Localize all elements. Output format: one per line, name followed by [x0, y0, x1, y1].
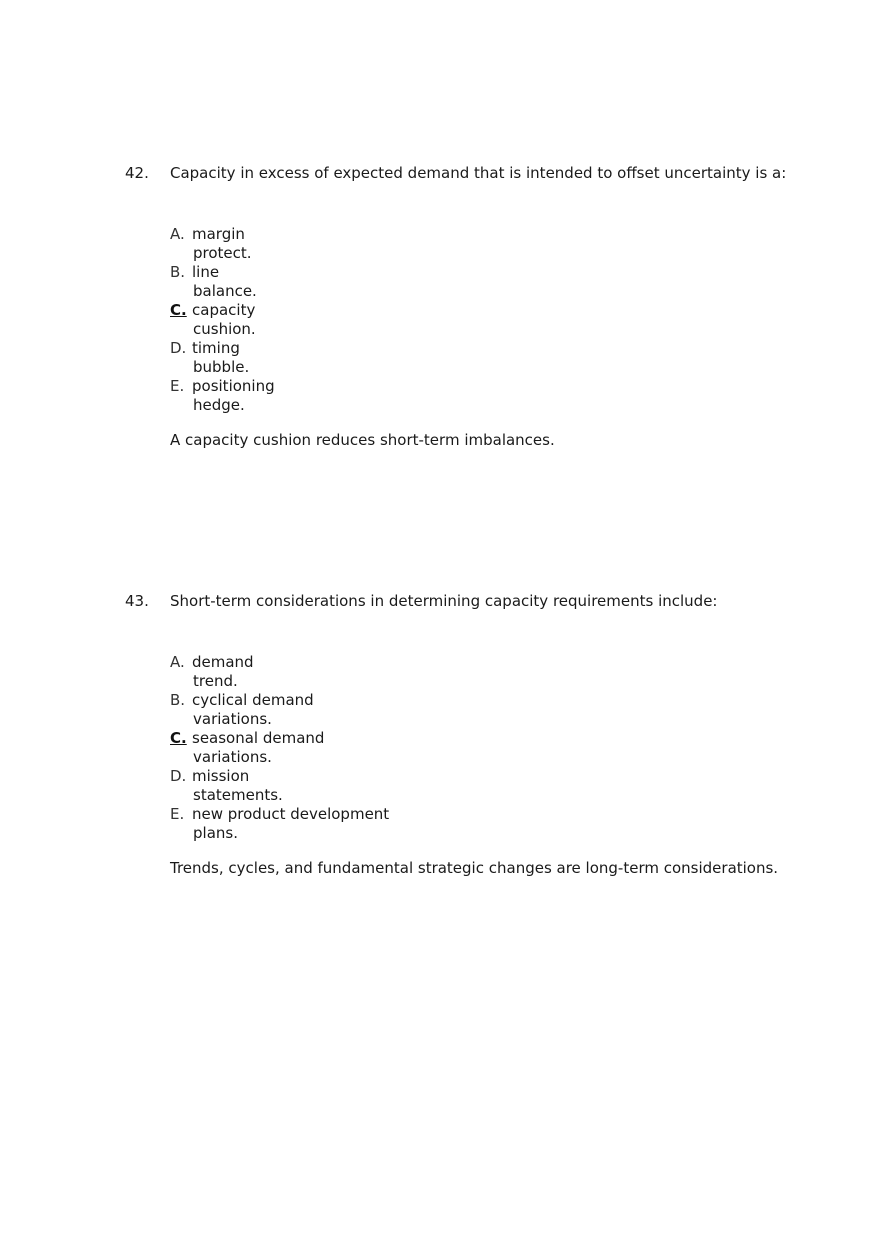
option-c-correct — [170, 301, 570, 339]
option-letter: D. — [170, 767, 187, 785]
answer-explanation: A capacity cushion reduces short-term imbalances. — [170, 431, 555, 449]
option-letter: D. — [170, 339, 187, 357]
question-text: Capacity in excess of expected demand that is intended to offset uncertainty is a: — [170, 164, 787, 182]
answer-explanation: Trends, cycles, and fundamental strategic changes are long-term considerations. — [170, 859, 779, 877]
option-text-line1: line — [192, 263, 220, 281]
option-text-line2: bubble. — [193, 358, 250, 376]
option-text-line2: hedge. — [193, 396, 245, 414]
option-text-line1: seasonal demand — [192, 729, 325, 747]
option-text-line1: positioning — [192, 377, 275, 395]
option-letter: B. — [170, 691, 186, 709]
option-text-line1: cyclical demand — [192, 691, 314, 709]
option-letter: A. — [170, 225, 185, 243]
option-text-line2: balance. — [193, 282, 257, 300]
option-text-line1: new product development — [192, 805, 390, 823]
option-c-correct — [170, 729, 570, 767]
options-list — [170, 225, 570, 415]
correct-option-letter: C. — [170, 301, 187, 319]
option-e — [170, 377, 570, 415]
question-text: Short-term considerations in determining capacity requirements include: — [170, 592, 718, 610]
option-letter: A. — [170, 653, 185, 671]
option-text-line2: variations. — [193, 710, 272, 728]
option-text-line1: margin — [192, 225, 245, 243]
option-a — [170, 653, 570, 691]
option-letter: E. — [170, 805, 185, 823]
option-text-line2: trend. — [193, 672, 238, 690]
option-text-line2: cushion. — [193, 320, 256, 338]
correct-option-letter: C. — [170, 729, 187, 747]
option-text-line2: statements. — [193, 786, 283, 804]
option-text-line1: capacity — [192, 301, 256, 319]
option-text-line2: protect. — [193, 244, 252, 262]
option-text-line1: mission — [192, 767, 250, 785]
options-list — [170, 653, 570, 843]
option-text-line2: plans. — [193, 824, 238, 842]
option-text-line1: timing — [192, 339, 240, 357]
option-d — [170, 767, 570, 805]
option-d — [170, 339, 570, 377]
option-text-line1: demand — [192, 653, 254, 671]
question-number: 43. — [125, 592, 149, 610]
option-text-line2: variations. — [193, 748, 272, 766]
question-number: 42. — [125, 164, 149, 182]
option-letter: E. — [170, 377, 185, 395]
option-b — [170, 263, 570, 301]
option-b — [170, 691, 570, 729]
option-e — [170, 805, 570, 843]
option-letter: B. — [170, 263, 186, 281]
option-a — [170, 225, 570, 263]
